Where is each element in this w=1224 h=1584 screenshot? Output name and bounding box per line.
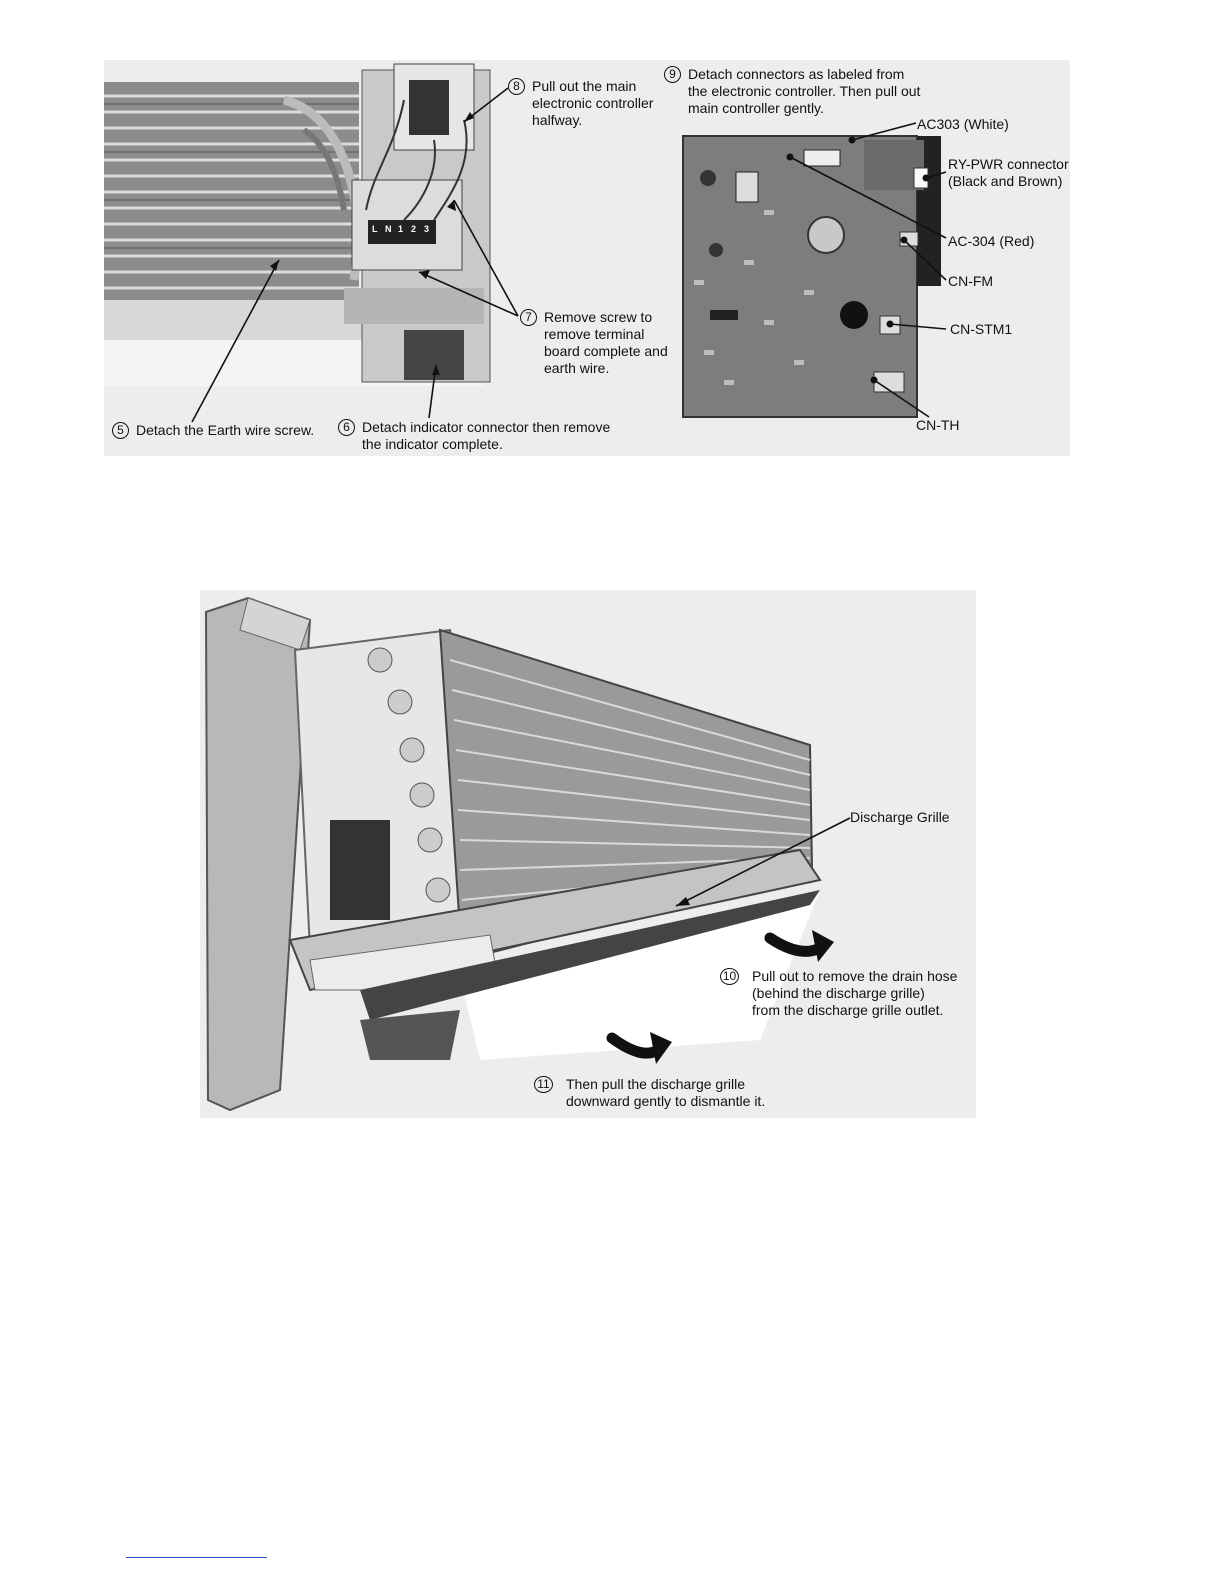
connector-ry-pwr-label: RY-PWR connector (Black and Brown) — [948, 156, 1069, 189]
footer-link-underline[interactable] — [126, 1557, 267, 1558]
terminal-mark-3: 3 — [424, 224, 430, 234]
connector-ac304-label: AC-304 (Red) — [948, 233, 1035, 249]
figure-top — [104, 60, 1070, 456]
discharge-grille-photo-illustration — [200, 590, 976, 1118]
terminal-mark-1: 1 — [398, 224, 404, 234]
connector-cn-stm1-label: CN-STM1 — [950, 321, 1013, 337]
discharge-grille-label: Discharge Grille — [850, 809, 950, 825]
step-11-number: 11 — [534, 1076, 553, 1093]
terminal-mark-2: 2 — [411, 224, 417, 234]
step-9-number: 9 — [664, 66, 681, 83]
step-8-label: 8 Pull out the main electronic controller halfway. — [508, 78, 653, 129]
step-10-number: 10 — [720, 968, 739, 985]
step-10-label: 10 Pull out to remove the drain hose (behind the discharge grille) from the discharge grille outlet. — [720, 968, 957, 1019]
step-6-number: 6 — [338, 419, 355, 436]
step-9-label: 9 Detach connectors as labeled from the electronic controller. Then pull out main controller gently. — [664, 66, 920, 117]
step-8-number: 8 — [508, 78, 525, 95]
figure-bottom — [200, 590, 976, 1118]
terminal-mark-n: N — [385, 224, 392, 234]
step-7-label: 7 Remove screw to remove terminal board complete and earth wire. — [520, 309, 668, 377]
step-5-label: 5 Detach the Earth wire screw. — [112, 422, 314, 439]
step-5-number: 5 — [112, 422, 129, 439]
connector-cn-th-label: CN-TH — [916, 417, 960, 433]
terminal-mark-l: L — [372, 224, 378, 234]
step-7-number: 7 — [520, 309, 537, 326]
step-6-label: 6 Detach indicator connector then remove the indicator complete. — [338, 419, 610, 453]
connector-cn-fm-label: CN-FM — [948, 273, 994, 289]
step-11-label: 11 Then pull the discharge grille downward gently to dismantle it. — [534, 1076, 765, 1110]
connector-ac303-label: AC303 (White) — [917, 116, 1009, 132]
